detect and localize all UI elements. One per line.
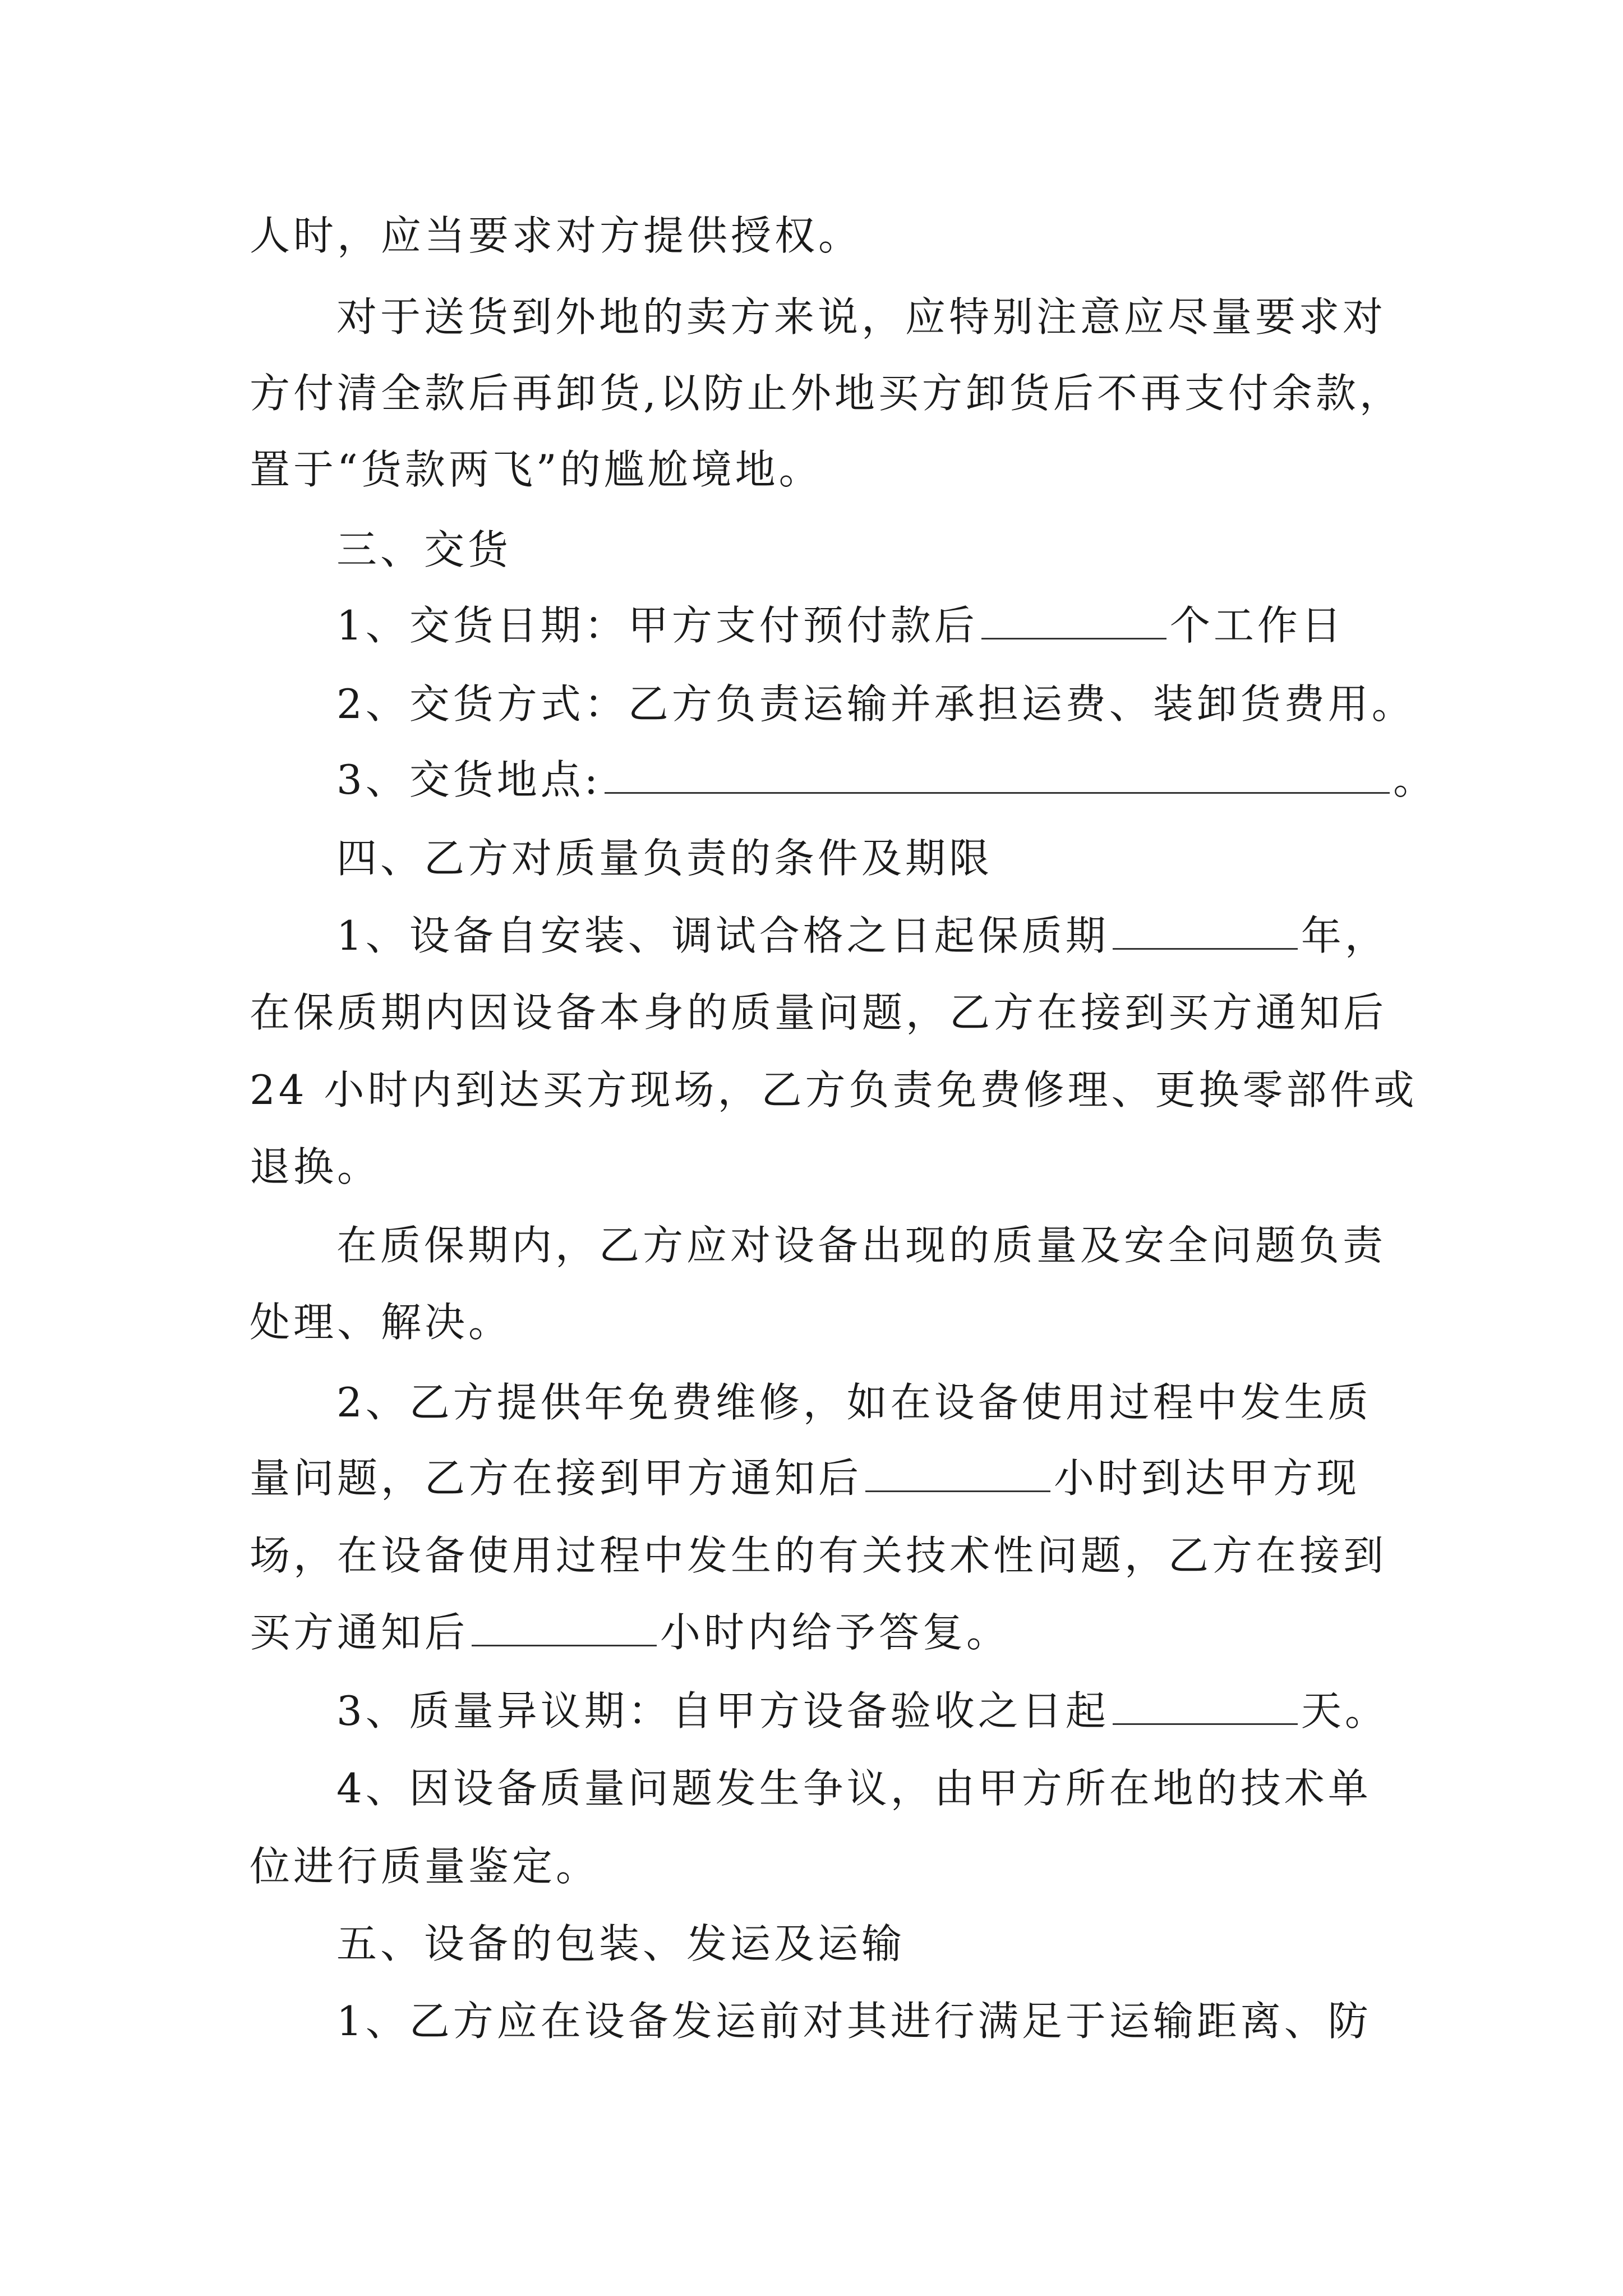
paragraph-line: 场，在设备使用过程中发生的有关技术性问题，乙方在接到	[250, 1532, 1387, 1579]
response-time-line	[250, 1442, 1360, 1515]
delivery-date-label: 1、交货日期：甲方支付预付款后	[336, 602, 978, 649]
paragraph-line: 2、乙方提供年免费维修，如在设备使用过程中发生质	[336, 1379, 1372, 1426]
paragraph-line: 方付清全款后再卸货,以防止外地买方卸货后不再支付余款，	[250, 370, 1403, 417]
paragraph-line: 在质保期内，乙方应对设备出现的质量及安全问题负责	[336, 1222, 1387, 1269]
response-time-suffix: 小时到达甲方现	[1054, 1455, 1361, 1502]
paragraph-line: 1、乙方应在设备发运前对其进行满足于运输距离、防	[336, 1998, 1372, 2045]
delivery-place-line	[336, 743, 1437, 816]
delivery-date-suffix: 个工作日	[1169, 602, 1345, 649]
paragraph-line: 24 小时内到达买方现场，乙方负责免费修理、更换零部件或	[250, 1066, 1418, 1114]
paragraph-line: 4、因设备质量问题发生争议，由甲方所在地的技术单	[336, 1765, 1372, 1812]
arrival-hours-blank[interactable]	[865, 1451, 1050, 1492]
paragraph-line: 退换。	[250, 1143, 381, 1190]
reply-hours-blank[interactable]	[472, 1605, 657, 1646]
delivery-place-suffix: 。	[1393, 756, 1437, 803]
reply-time-line	[250, 1596, 1010, 1669]
reply-time-suffix: 小时内给予答复。	[660, 1609, 1011, 1656]
delivery-days-blank[interactable]	[981, 599, 1166, 639]
warranty-line	[336, 899, 1389, 972]
warranty-years-blank[interactable]	[1113, 909, 1298, 950]
reply-time-label: 买方通知后	[250, 1609, 469, 1656]
section-heading-packaging: 五、设备的包装、发运及运输	[336, 1920, 906, 1967]
objection-period-line	[336, 1674, 1389, 1747]
warranty-label: 1、设备自安装、调试合格之日起保质期	[336, 912, 1109, 959]
paragraph-line: 处理、解决。	[250, 1299, 513, 1346]
section-heading-quality: 四、乙方对质量负责的条件及期限	[336, 835, 993, 882]
response-time-label: 量问题，乙方在接到甲方通知后	[250, 1455, 863, 1502]
paragraph-line: 人时，应当要求对方提供授权。	[250, 212, 863, 259]
delivery-method-line: 2、交货方式：乙方负责运输并承担运费、装卸货费用。	[336, 680, 1415, 728]
warranty-suffix: 年，	[1301, 912, 1389, 959]
paragraph-line: 位进行质量鉴定。	[250, 1843, 600, 1890]
objection-days-blank[interactable]	[1113, 1684, 1298, 1725]
paragraph-line: 对于送货到外地的卖方来说，应特别注意应尽量要求对	[336, 293, 1387, 341]
paragraph-line: 置于“货款两飞”的尴尬境地。	[250, 446, 823, 493]
objection-period-suffix: 天。	[1301, 1687, 1389, 1734]
delivery-place-label: 3、交货地点:	[336, 756, 602, 803]
delivery-place-blank[interactable]	[605, 753, 1390, 794]
paragraph-line: 在保质期内因设备本身的质量问题，乙方在接到买方通知后	[250, 989, 1387, 1036]
objection-period-label: 3、质量异议期：自甲方设备验收之日起	[336, 1687, 1109, 1734]
section-heading-delivery: 三、交货	[336, 526, 512, 573]
delivery-date-line	[336, 589, 1345, 662]
